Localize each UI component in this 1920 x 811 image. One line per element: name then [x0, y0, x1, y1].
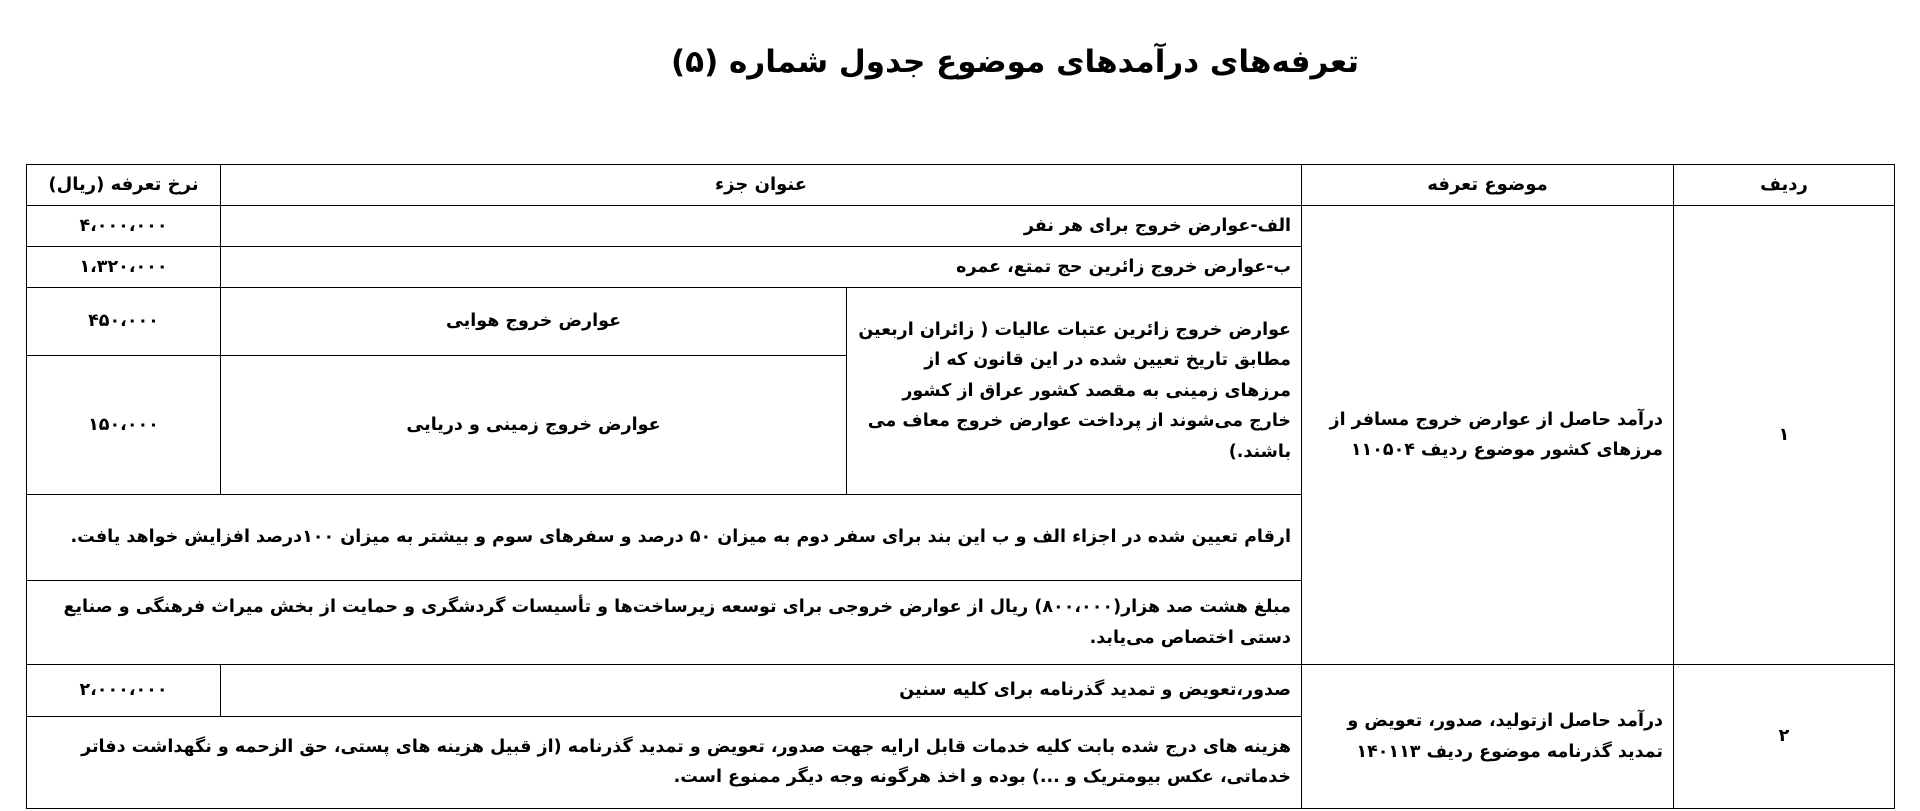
item-a: الف-عوارض خروج برای هر نفر — [221, 206, 1302, 247]
land-sea-exit-label: عوارض خروج زمینی و دریایی — [221, 355, 847, 494]
allocation-note: مبلغ هشت صد هزار(۸۰۰،۰۰۰) ریال از عوارض خروجی برای توسعه زیرساخت‌ها و تأسیسات گردشگری و حمایت از بخش میراث فرهنگی و صنایع دستی اختصاص می‌یابد. — [27, 581, 1302, 665]
rate-a: ۴،۰۰۰،۰۰۰ — [27, 206, 221, 247]
table-row — [27, 206, 1895, 247]
tariff-subject: درآمد حاصل از عوارض خروج مسافر از مرزهای کشور موضوع ردیف ۱۱۰۵۰۴ — [1302, 206, 1674, 665]
tariff-subject: درآمد حاصل ازتولید، صدور، تعویض و تمدید گذرنامه موضوع ردیف ۱۴۰۱۱۳ — [1302, 665, 1674, 809]
item-b: ب-عوارض خروج زائرین حج تمتع، عمره — [221, 247, 1302, 288]
passport-item: صدور،تعویض و تمدید گذرنامه برای کلیه سنین — [221, 665, 1302, 716]
header-subject: موضوع تعرفه — [1302, 165, 1674, 206]
increase-note: ارقام تعیین شده در اجزاء الف و ب این بند برای سفر دوم به میزان ۵۰ درصد و سفرهای سوم و بیشتر به میزان ۱۰۰درصد افزایش خواهد یافت. — [27, 495, 1302, 581]
row-number: ۲ — [1674, 665, 1895, 809]
land-sea-exit-rate: ۱۵۰،۰۰۰ — [27, 355, 221, 494]
header-rate: نرخ تعرفه (ریال) — [27, 165, 221, 206]
passport-fee-note: هزینه های درج شده بابت کلیه خدمات قابل ارایه جهت صدور، تعویض و تمدید گذرنامه (از قبیل هزینه های پستی، حق الزحمه و نگهداشت دفاتر خدماتی، عکس بیومتریک و ...) بوده و اخذ هرگونه وجه دیگر ممنوع است. — [27, 716, 1302, 808]
rate-b: ۱،۳۲۰،۰۰۰ — [27, 247, 221, 288]
air-exit-label: عوارض خروج هوایی — [221, 288, 847, 356]
table-header-row — [27, 165, 1895, 206]
passport-rate: ۲،۰۰۰،۰۰۰ — [27, 665, 221, 716]
table-row — [27, 665, 1895, 716]
row-number: ۱ — [1674, 206, 1895, 665]
page-title: تعرفه‌های درآمدهای موضوع جدول شماره (۵) — [671, 44, 1359, 80]
header-item-title: عنوان جزء — [221, 165, 1302, 206]
pilgrims-exemption-note: عوارض خروج زائرین عتبات عالیات ( زائران اربعین مطابق تاریخ تعیین شده در این قانون که از مرزهای زمینی به مقصد کشور عراق از کشور خارج می‌شوند از پرداخت عوارض خروج معاف می باشند.) — [847, 288, 1302, 495]
header-row-number: ردیف — [1674, 165, 1895, 206]
air-exit-rate: ۴۵۰،۰۰۰ — [27, 288, 221, 356]
tariff-table — [26, 164, 1895, 809]
